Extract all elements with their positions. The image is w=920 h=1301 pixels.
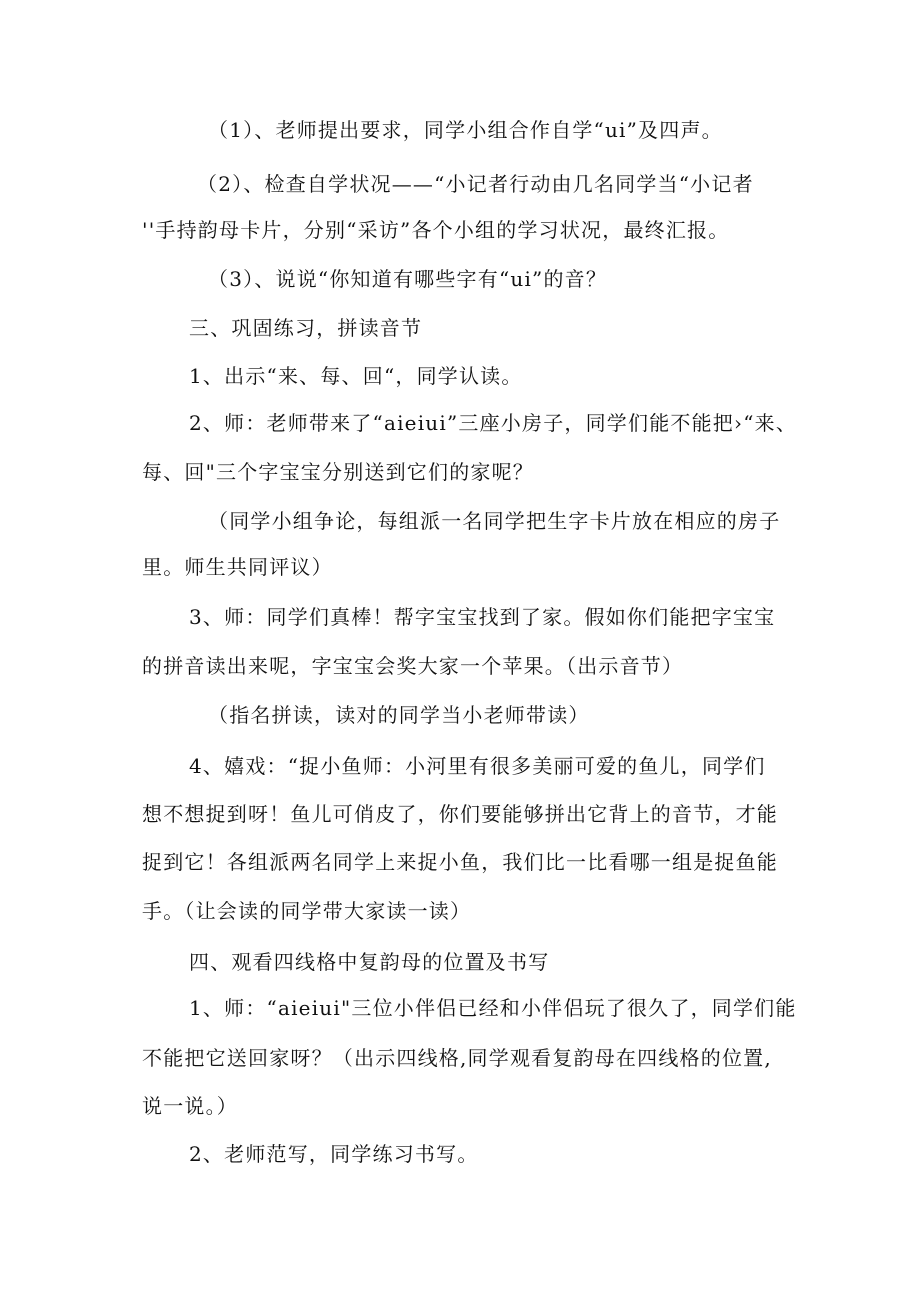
paragraph-line: 4、嬉戏：“捉小鱼师：小河里有很多美丽可爱的鱼儿，同学们 [189,754,766,778]
paragraph-line: 里。师生共同评议） [142,555,333,579]
paragraph-line: 1、师：“aieiui"三位小伴侣已经和小伴侣玩了很久了，同学们能 [189,996,797,1020]
paragraph-line: 1、出示“来、每、回“，同学认读。 [189,364,523,388]
paragraph-line: ''手持韵母卡片，分别“采访”各个小组的学习状况，最终汇报。 [142,218,730,242]
paragraph-line: 2、师：老师带来了“aieiui”三座小房子，同学们能不能把›“来、 [189,411,798,435]
paragraph-line: 的拼音读出来呢，字宝宝会奖大家一个苹果。（出示音节） [142,654,684,678]
paragraph-line: 2、老师范写，同学练习书写。 [189,1142,479,1166]
paragraph-line: 不能把它送回家呀？（出示四线格,同学观看复韵母在四线格的位置, [142,1046,772,1070]
paragraph-line: 每、回"三个字宝宝分别送到它们的家呢？ [142,460,534,484]
paragraph-line: 想不想捉到呀！鱼儿可俏皮了，你们要能够拼出它背上的音节，才能 [142,802,778,826]
paragraph-line: 手。（让会读的同学带大家读一读） [142,899,472,923]
paragraph-line: 3、师：同学们真棒！帮字宝宝找到了家。假如你们能把字宝宝 [189,605,776,629]
paragraph-line: 捉到它！各组派两名同学上来捉小鱼，我们比一比看哪一组是捉鱼能 [142,850,778,874]
paragraph-line: （1）、老师提出要求，同学小组合作自学“ui”及四声。 [208,118,723,142]
section-heading: 三、巩固练习，拼读音节 [189,316,423,340]
paragraph-line: （指名拼读，读对的同学当小老师带读） [208,703,590,727]
section-heading: 四、观看四线格中复韵母的位置及书写 [189,950,550,974]
paragraph-line: 说一说。） [142,1094,238,1118]
paragraph-line: （3）、说说“你知道有哪些字有“ui”的音？ [208,267,608,291]
paragraph-line: （2）、检查自学状况——“小记者行动由几名同学当“小记者 [197,172,754,196]
paragraph-line: （同学小组争论，每组派一名同学把生字卡片放在相应的房子 [208,509,781,533]
